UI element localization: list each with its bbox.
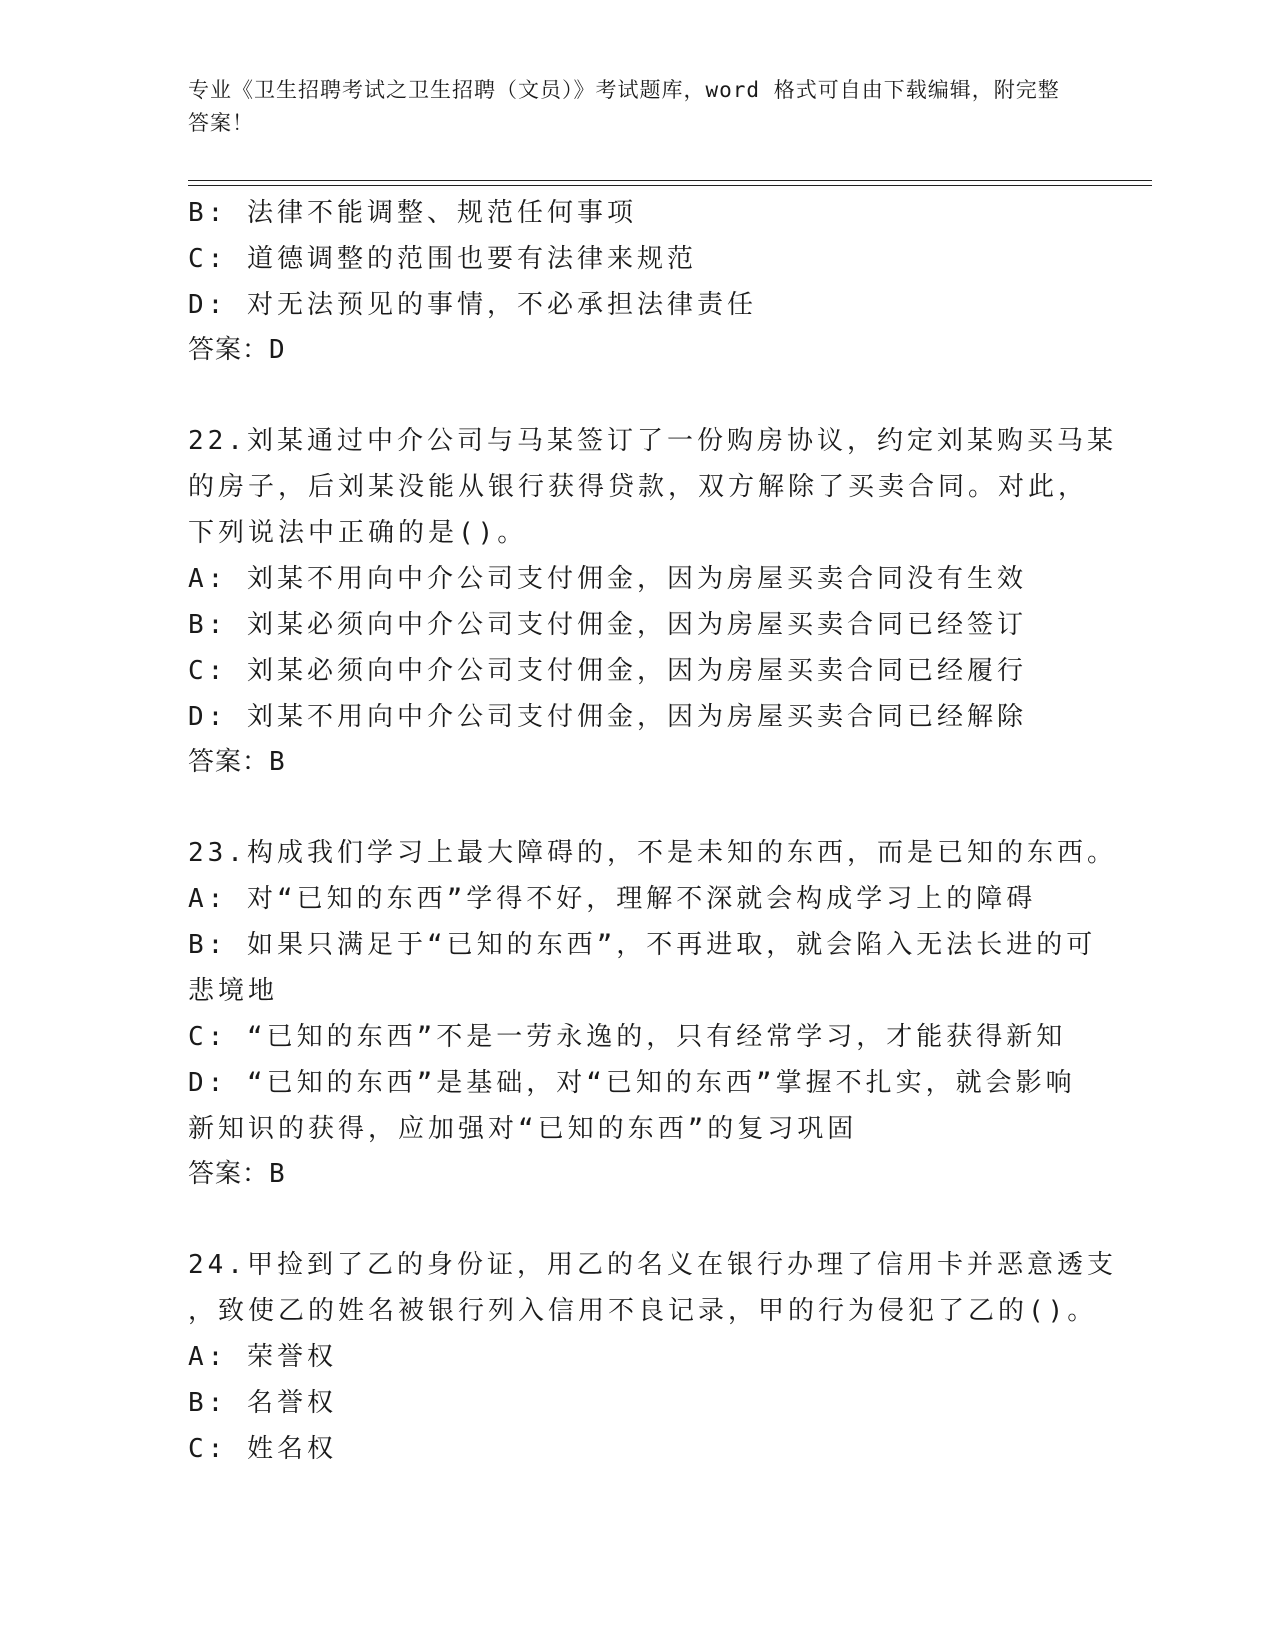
option-a: A: 对“已知的东西”学得不好，理解不深就会构成学习上的障碍 [188, 884, 1037, 914]
question-24 [188, 1242, 1117, 1472]
question-stem-line: 22.刘某通过中介公司与马某签订了一份购房协议，约定刘某购买马某 [188, 426, 1117, 456]
answer: 答案：B [188, 1159, 286, 1189]
question-22 [188, 418, 1117, 784]
option-d: D: “已知的东西”是基础，对“已知的东西”掌握不扎实，就会影响 [188, 1068, 1076, 1098]
option-b: B: 名誉权 [188, 1388, 337, 1418]
header-divider-bottom [188, 185, 1152, 186]
question-23 [188, 830, 1117, 1196]
answer: 答案：B [188, 747, 286, 777]
prev-question [188, 190, 1088, 372]
spacer [188, 372, 1088, 418]
option-b-continued: 悲境地 [188, 976, 279, 1006]
header-text: 专业《卫生招聘考试之卫生招聘（文员）》考试题库，word 格式可自由下载编辑，附完整答案！ [188, 78, 1060, 135]
option-c: C: 刘某必须向中介公司支付佣金，因为房屋买卖合同已经履行 [188, 656, 1027, 686]
question-stem-line: 23.构成我们学习上最大障碍的，不是未知的东西，而是已知的东西。 [188, 838, 1117, 868]
option-b: B: 法律不能调整、规范任何事项 [188, 198, 637, 228]
option-d: D: 对无法预见的事情，不必承担法律责任 [188, 290, 757, 320]
spacer [188, 1196, 1088, 1242]
option-b: B: 刘某必须向中介公司支付佣金，因为房屋买卖合同已经签订 [188, 610, 1027, 640]
option-c: C: 道德调整的范围也要有法律来规范 [188, 244, 697, 274]
question-stem-line: 的房子，后刘某没能从银行获得贷款，双方解除了买卖合同。对此， [188, 472, 1089, 502]
option-b: B: 如果只满足于“已知的东西”，不再进取，就会陷入无法长进的可 [188, 930, 1097, 960]
option-a: A: 荣誉权 [188, 1342, 337, 1372]
question-content [188, 190, 1117, 1472]
answer: 答案：D [188, 335, 286, 365]
document-header [188, 74, 1068, 140]
option-c: C: “已知的东西”不是一劳永逸的，只有经常学习，才能获得新知 [188, 1022, 1067, 1052]
option-d: D: 刘某不用向中介公司支付佣金，因为房屋买卖合同已经解除 [188, 702, 1027, 732]
question-stem-line: ，致使乙的姓名被银行列入信用不良记录，甲的行为侵犯了乙的()。 [188, 1296, 1098, 1326]
question-stem-line: 下列说法中正确的是()。 [188, 518, 528, 548]
header-divider-top [188, 180, 1152, 181]
option-a: A: 刘某不用向中介公司支付佣金，因为房屋买卖合同没有生效 [188, 564, 1027, 594]
spacer [188, 784, 1088, 830]
option-d-continued: 新知识的获得，应加强对“已知的东西”的复习巩固 [188, 1114, 858, 1144]
question-stem-line: 24.甲捡到了乙的身份证，用乙的名义在银行办理了信用卡并恶意透支 [188, 1250, 1117, 1280]
option-c: C: 姓名权 [188, 1434, 337, 1464]
